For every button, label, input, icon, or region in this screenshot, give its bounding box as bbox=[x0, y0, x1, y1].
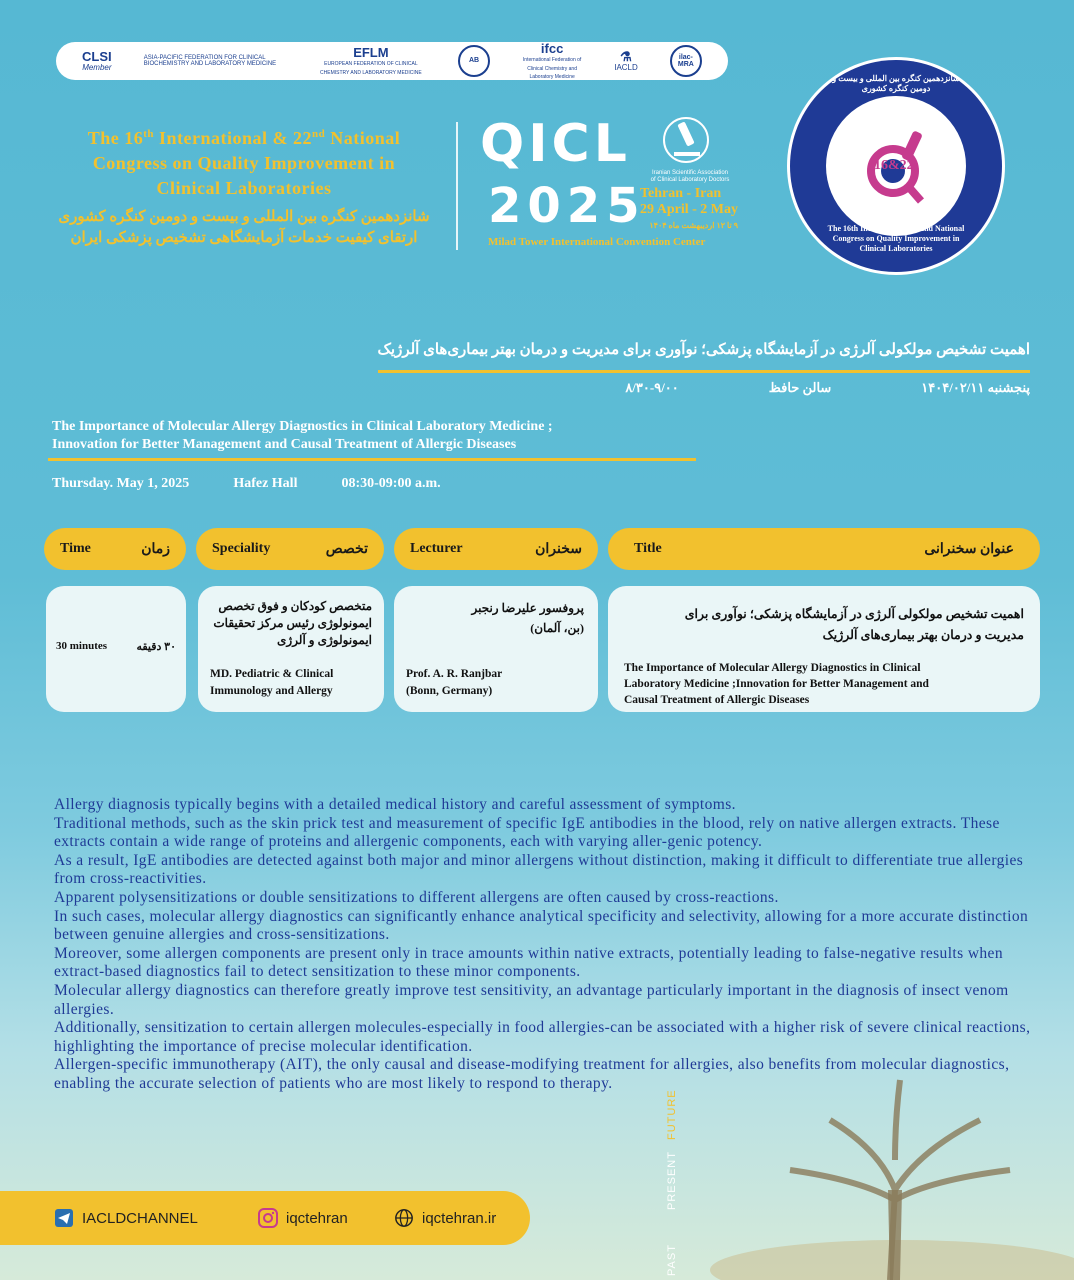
congress-title-en: The 16th International & 22nd National Congress on Quality Improvement in Clinical Laboratories bbox=[87, 128, 401, 198]
clsi-logo: CLSI Member bbox=[82, 48, 112, 72]
divider-fa bbox=[378, 370, 1030, 373]
timeline-past: PAST bbox=[666, 1244, 678, 1276]
talk-title-fa: اهمیت تشخیص مولکولی آلرژی در آزمایشگاه پزشکی؛ نوآوری برای مدیریت و درمان بهتر بیماری‌های آلرژیک bbox=[377, 342, 1030, 358]
header-lecturer: Lecturer سخنران bbox=[394, 528, 598, 570]
congress-seal: شانزدهمین کنگره بین المللی و بیست و دومین کنگره کشوری 16&22 The 16th International & 22nd National Congress on Quality Improvement in Clinical Laboratories bbox=[790, 60, 1002, 272]
talk-hall-en: Hafez Hall bbox=[233, 476, 298, 491]
congress-year: 2025 bbox=[488, 178, 646, 234]
cell-lecturer: پروفسور علیرضا رنجبر (بن، آلمان) Prof. A. R. Ranjbar (Bonn, Germany) bbox=[394, 586, 598, 712]
eflm-logo: EFLM EUROPEAN FEDERATION OF CLINICAL CHEMISTRY AND LABORATORY MEDICINE bbox=[320, 44, 422, 76]
talk-time-en: 08:30-09:00 a.m. bbox=[341, 476, 441, 491]
paragraph: Additionally, sensitization to certain allergen molecules-especially in food allergies-can be associated with a higher risk of severe clinical reactions, highlighting the importance of precise molecular identification. bbox=[54, 1019, 1031, 1055]
paragraph: As a result, IgE antibodies are detected against both major and minor allergens without distinction, making it difficult to differentiate true allergies from cross-reactivities. bbox=[54, 851, 1024, 888]
congress-venue: Milad Tower International Convention Center bbox=[488, 236, 706, 248]
paragraph: Allergen-specific immunotherapy (AIT), the only causal and disease-modifying treatment for allergies, also benefits from molecular diagnostics, enabling the accurate selection of patients who are most likely to respond to therapy. bbox=[54, 1056, 1010, 1092]
paragraph: In such cases, molecular allergy diagnostics can significantly enhance analytical specificity and selectivity, allowing for a more accurate distinction between genuine allergies and cross-sensitizations. bbox=[54, 907, 1029, 944]
talk-meta-en bbox=[52, 476, 441, 492]
header-title: Title عنوان سخنرانی bbox=[608, 528, 1040, 570]
cell-time: 30 minutes ۳۰ دقیقه bbox=[46, 586, 186, 712]
timeline-present: PRESENT bbox=[666, 1151, 678, 1210]
qicl-brand: QICL bbox=[480, 114, 631, 174]
apfcb-logo: ASIA-PACIFIC FEDERATION FOR CLINICAL BIOCHEMISTRY AND LABORATORY MEDICINE bbox=[143, 54, 277, 67]
microscope-icon: Iranian Scientific Association of Clinical Laboratory Doctors bbox=[650, 112, 730, 172]
divider-en bbox=[48, 458, 696, 461]
timeline-labels bbox=[664, 1080, 682, 1280]
telegram-icon bbox=[54, 1208, 74, 1228]
timeline-future: FUTURE bbox=[666, 1089, 678, 1140]
talk-day-fa: پنجشنبه ۱۴۰۴/۰۲/۱۱ bbox=[921, 380, 1030, 395]
globe-icon bbox=[394, 1208, 414, 1228]
paragraph: Moreover, some allergen components are present only in trace amounts within native extracts, potentially leading to false-negative results when extract-based diagnostics fail to detect sensitization to these minor components. bbox=[54, 944, 1003, 981]
paragraph: Apparent polysensitizations or double sensitizations to different allergens are often caused by cross-reactions. bbox=[54, 888, 779, 906]
footer-bar bbox=[0, 1191, 530, 1245]
cell-title: اهمیت تشخیص مولکولی آلرژی در آزمایشگاه پزشکی؛ نوآوری برای مدیریت و درمان بهتر بیماری‌های آلرژیک The Importance of Molecular Allergy Diagnostics in Clinical Laboratory Medicine ;Innovation for Better Management and Causal Treatment of Allergic Diseases bbox=[608, 586, 1040, 712]
paragraph: Traditional methods, such as the skin prick test and measurement of specific IgE antibodies in the blood, rely on native allergen extracts. These extracts contain a wide range of proteins and allergenic components, each with varying aller-genic potency. bbox=[54, 814, 1000, 851]
congress-title-fa: شانزدهمین کنگره بین المللی و بیست و دومین کنگره کشوری ارتقای کیفیت خدمات آزمایشگاهی تشخیص پزشکی ایران bbox=[58, 209, 430, 246]
instagram-icon bbox=[258, 1208, 278, 1228]
paragraph: Allergy diagnosis typically begins with a detailed medical history and careful assessment of symptoms. bbox=[54, 796, 736, 813]
congress-location: Tehran - Iran 29 April - 2 May ۹ تا ۱۲ اردیبهشت ماه ۱۴۰۴ bbox=[640, 186, 738, 230]
paragraph: Molecular allergy diagnostics can therefore greatly improve test sensitivity, an advantage particularly important in the diagnosis of insect venom allergies. bbox=[54, 981, 1009, 1018]
talk-meta-fa bbox=[625, 380, 1030, 396]
telegram-link[interactable]: IACLDCHANNEL bbox=[54, 1208, 198, 1228]
header-time: Time زمان bbox=[44, 528, 186, 570]
talk-day-en: Thursday. May 1, 2025 bbox=[52, 476, 190, 491]
title-divider bbox=[456, 122, 458, 250]
iacld-logo: ⚗ IACLD bbox=[614, 48, 638, 72]
website-link[interactable]: iqctehran.ir bbox=[394, 1208, 496, 1228]
body-text bbox=[54, 796, 1034, 1094]
ilac-logo: ilac-MRA bbox=[670, 45, 702, 77]
seal-emblem: 16&22 bbox=[826, 96, 966, 236]
talk-time-fa: ۸/۳۰-۹/۰۰ bbox=[625, 380, 679, 395]
instagram-link[interactable]: iqctehran bbox=[258, 1208, 348, 1228]
cell-speciality: متخصص کودکان و فوق تخصص ایمونولوژی رئیس مرکز تحقیقات ایمونولوژی و آلرژی MD. Pediatric & Clinical Immunology and Allergy bbox=[198, 586, 384, 712]
ifcc-logo: ifcc International Federation of Clinical Chemistry and Laboratory Medicine bbox=[522, 40, 582, 81]
association-logo: AB bbox=[458, 45, 490, 77]
partner-logo-strip bbox=[56, 42, 728, 80]
talk-hall-fa: سالن حافظ bbox=[768, 380, 832, 395]
talk-title-en: The Importance of Molecular Allergy Diagnostics in Clinical Laboratory Medicine ; Innovation for Better Management and Causal Treatment of Allergic Diseases bbox=[52, 419, 553, 452]
header-speciality: Speciality تخصص bbox=[196, 528, 384, 570]
